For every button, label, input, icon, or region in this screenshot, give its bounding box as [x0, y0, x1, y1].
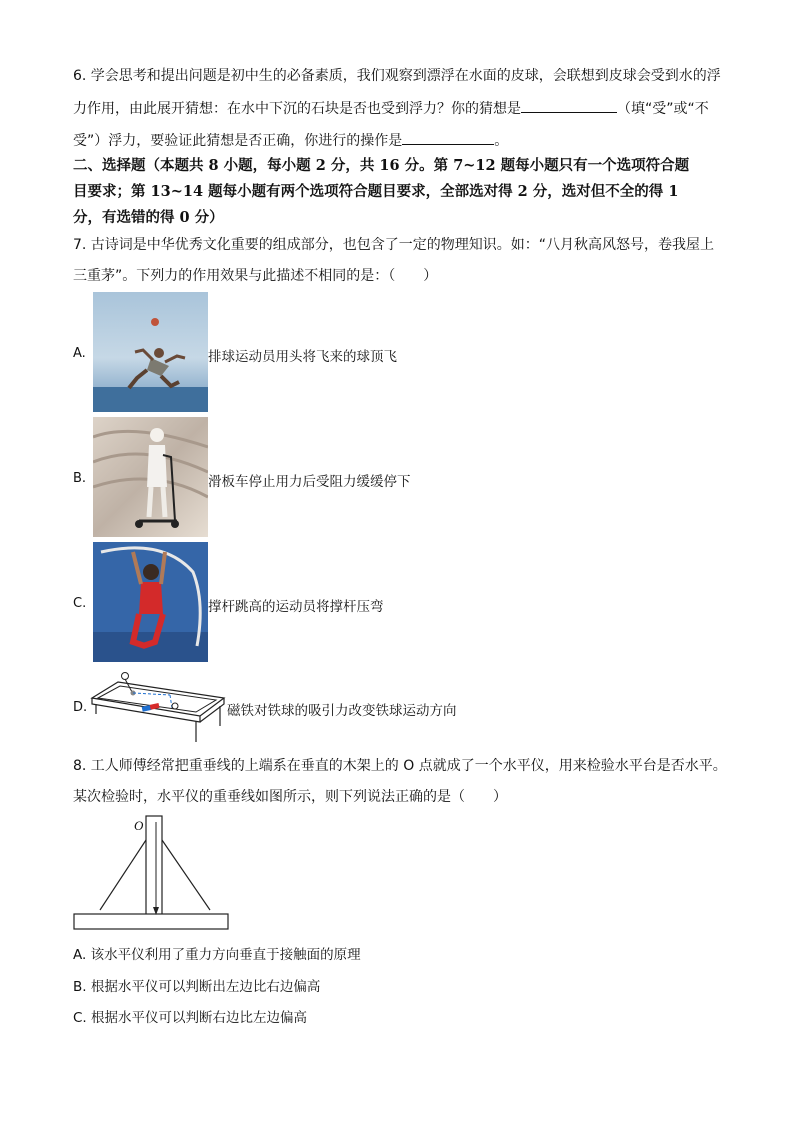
magnet-ball-table-diagram	[88, 668, 228, 744]
option-b-label: B.	[73, 471, 87, 486]
q8-line-2: 某次检验时，水平仪的重垂线如图所示，则下列说法正确的是（ ）	[73, 789, 507, 805]
q8-line-1: 8. 工人师傅经常把重垂线的上端系在垂直的木架上的 O 点就成了一个水平仪，用来检验水平台是否水平。	[73, 758, 727, 774]
q7-line-2: 三重茅”。下列力的作用效果与此描述不相同的是：（ ）	[73, 268, 438, 284]
q6-line-1: 6. 学会思考和提出问题是初中生的必备素质，我们观察到漂浮在水面的皮球，会联想到皮球会受到水的浮	[73, 68, 721, 84]
answer-blank-2[interactable]	[402, 130, 494, 145]
q8-choice-a[interactable]: A. 该水平仪利用了重力方向垂直于接触面的原理	[73, 947, 361, 963]
q6-line-2-tail: （填“受”或“不	[617, 101, 709, 117]
option-c-text: 撑杆跳高的运动员将撑杆压弯	[208, 599, 384, 615]
answer-blank-1[interactable]	[521, 98, 617, 113]
q7-line-1: 7. 古诗词是中华优秀文化重要的组成部分，也包含了一定的物理知识。如：“八月秋高风怒号，卷我屋上	[73, 237, 715, 253]
plumb-level-diagram	[70, 812, 235, 934]
scooter-rider-photo	[93, 417, 208, 537]
section-heading-line-3: 分，有选错的得 0 分）	[73, 209, 224, 226]
option-d-text: 磁铁对铁球的吸引力改变铁球运动方向	[227, 703, 457, 719]
q8-choice-b[interactable]: B. 根据水平仪可以判断出左边比右边偏高	[73, 979, 321, 995]
q8-choice-c[interactable]: C. 根据水平仪可以判断右边比左边偏高	[73, 1010, 308, 1026]
option-b-text: 滑板车停止用力后受阻力缓缓停下	[208, 474, 411, 490]
option-a-text: 排球运动员用头将飞来的球顶飞	[208, 349, 397, 365]
q6-line-3	[73, 130, 508, 151]
section-heading-line-1: 二、选择题（本题共 8 小题，每小题 2 分，共 16 分。第 7~12 题每小题只有一个选项符合题	[73, 157, 690, 174]
option-a-label: A.	[73, 346, 86, 361]
section-heading-line-2: 目要求；第 13~14 题每小题有两个选项符合题目要求，全部选对得 2 分，选对但不全的得 1	[73, 183, 679, 200]
pole-vaulter-photo	[93, 542, 208, 662]
volleyball-player-photo	[93, 292, 208, 412]
q6-line-2-text: 力作用，由此展开猜想：在水中下沉的石块是否也受到浮力？你的猜想是	[73, 101, 521, 117]
point-o-label: O	[134, 818, 144, 833]
option-c-label: C.	[73, 596, 87, 611]
q6-line-3-text: 受”）浮力，要验证此猜想是否正确，你进行的操作是	[73, 133, 403, 149]
option-d-label: D.	[73, 700, 88, 715]
q6-line-2	[73, 98, 709, 119]
q6-line-3-tail: 。	[494, 133, 509, 149]
